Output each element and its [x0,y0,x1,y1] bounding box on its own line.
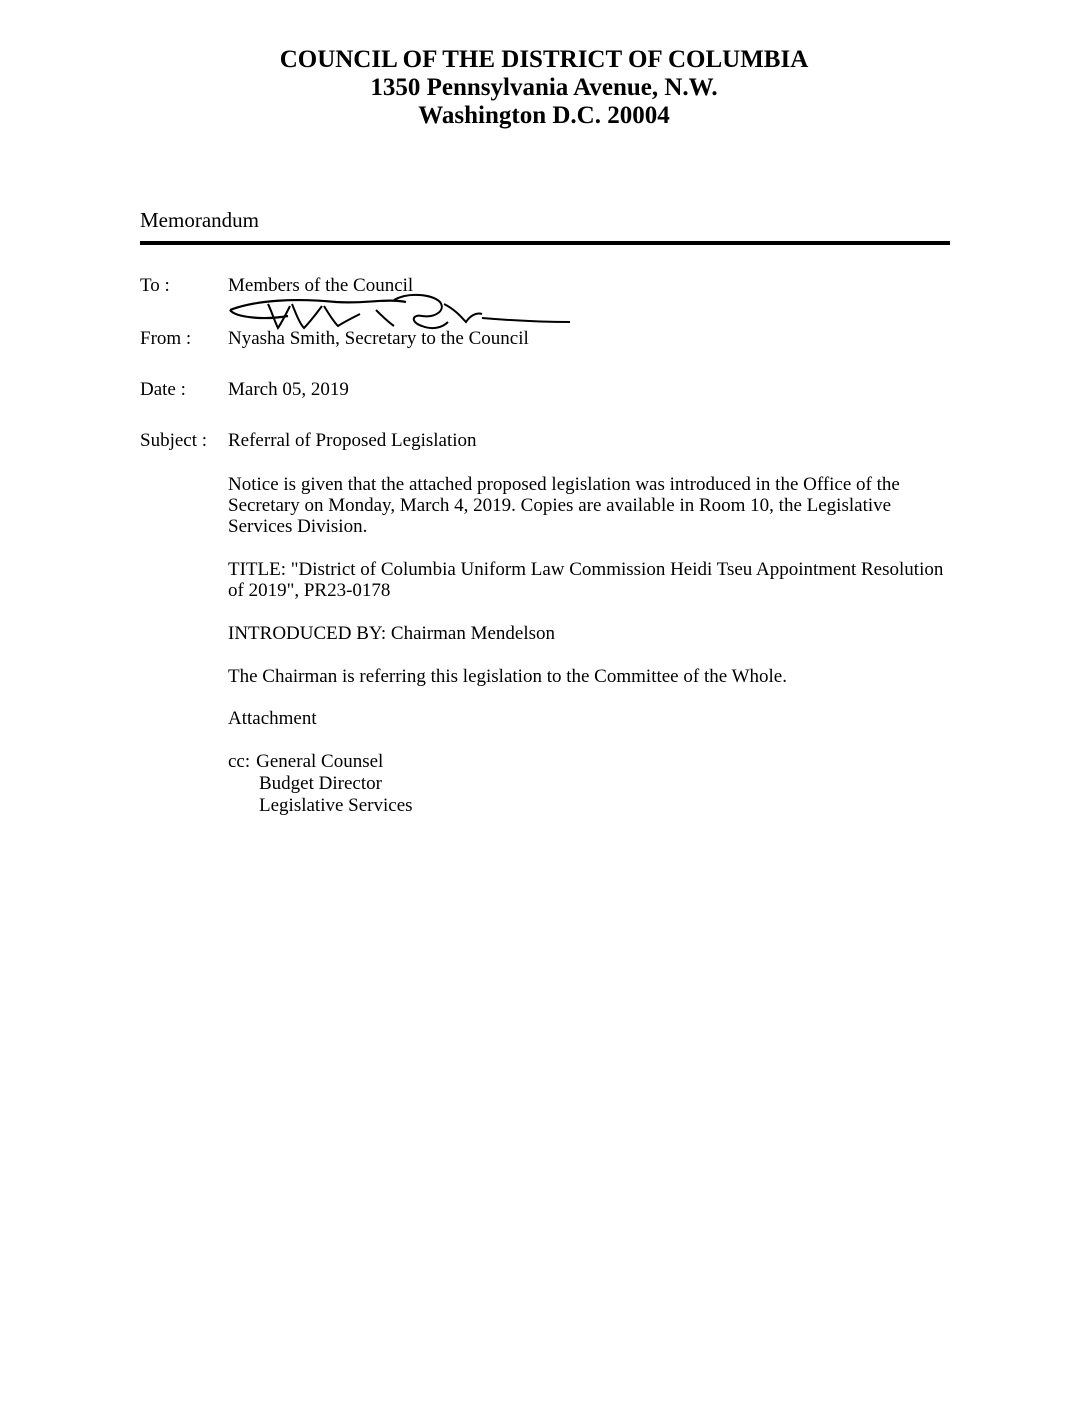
letterhead [0,46,1088,130]
date-value: March 05, 2019 [228,379,349,400]
notice-paragraph: Notice is given that the attached proposed legislation was introduced in the Office of the Secretary on Monday, March 4, 2019. Copies are available in Room 10, the Legislative Services Division. [228,474,900,537]
cc-list [228,751,413,817]
memo-title: Memorandum [140,208,259,232]
legislation-title: TITLE: "District of Columbia Uniform Law Commission Heidi Tseu Appointment Resolution of 2019", PR23-0178 [228,559,944,601]
date-label: Date : [140,379,186,400]
subject-value: Referral of Proposed Legislation [228,430,477,451]
header-divider [140,241,950,245]
letterhead-city-address: Washington D.C. 20004 [418,102,670,129]
to-value: Members of the Council [228,275,414,296]
cc-label: cc: [228,751,251,772]
from-label: From : [140,328,192,349]
referral-statement: The Chairman is referring this legislation to the Committee of the Whole. [228,666,787,687]
introduced-by: INTRODUCED BY: Chairman Mendelson [228,623,556,644]
from-value: Nyasha Smith, Secretary to the Council [228,328,529,349]
cc-recipient: Legislative Services [259,795,413,816]
cc-recipient: Budget Director [259,773,382,794]
letterhead-organization: COUNCIL OF THE DISTRICT OF COLUMBIA [279,46,809,73]
cc-recipient: General Counsel [256,751,384,772]
to-label: To : [140,275,170,296]
subject-label: Subject : [140,430,208,451]
letterhead-street-address: 1350 Pennsylvania Avenue, N.W. [370,74,718,101]
attachment-note: Attachment [228,708,317,729]
